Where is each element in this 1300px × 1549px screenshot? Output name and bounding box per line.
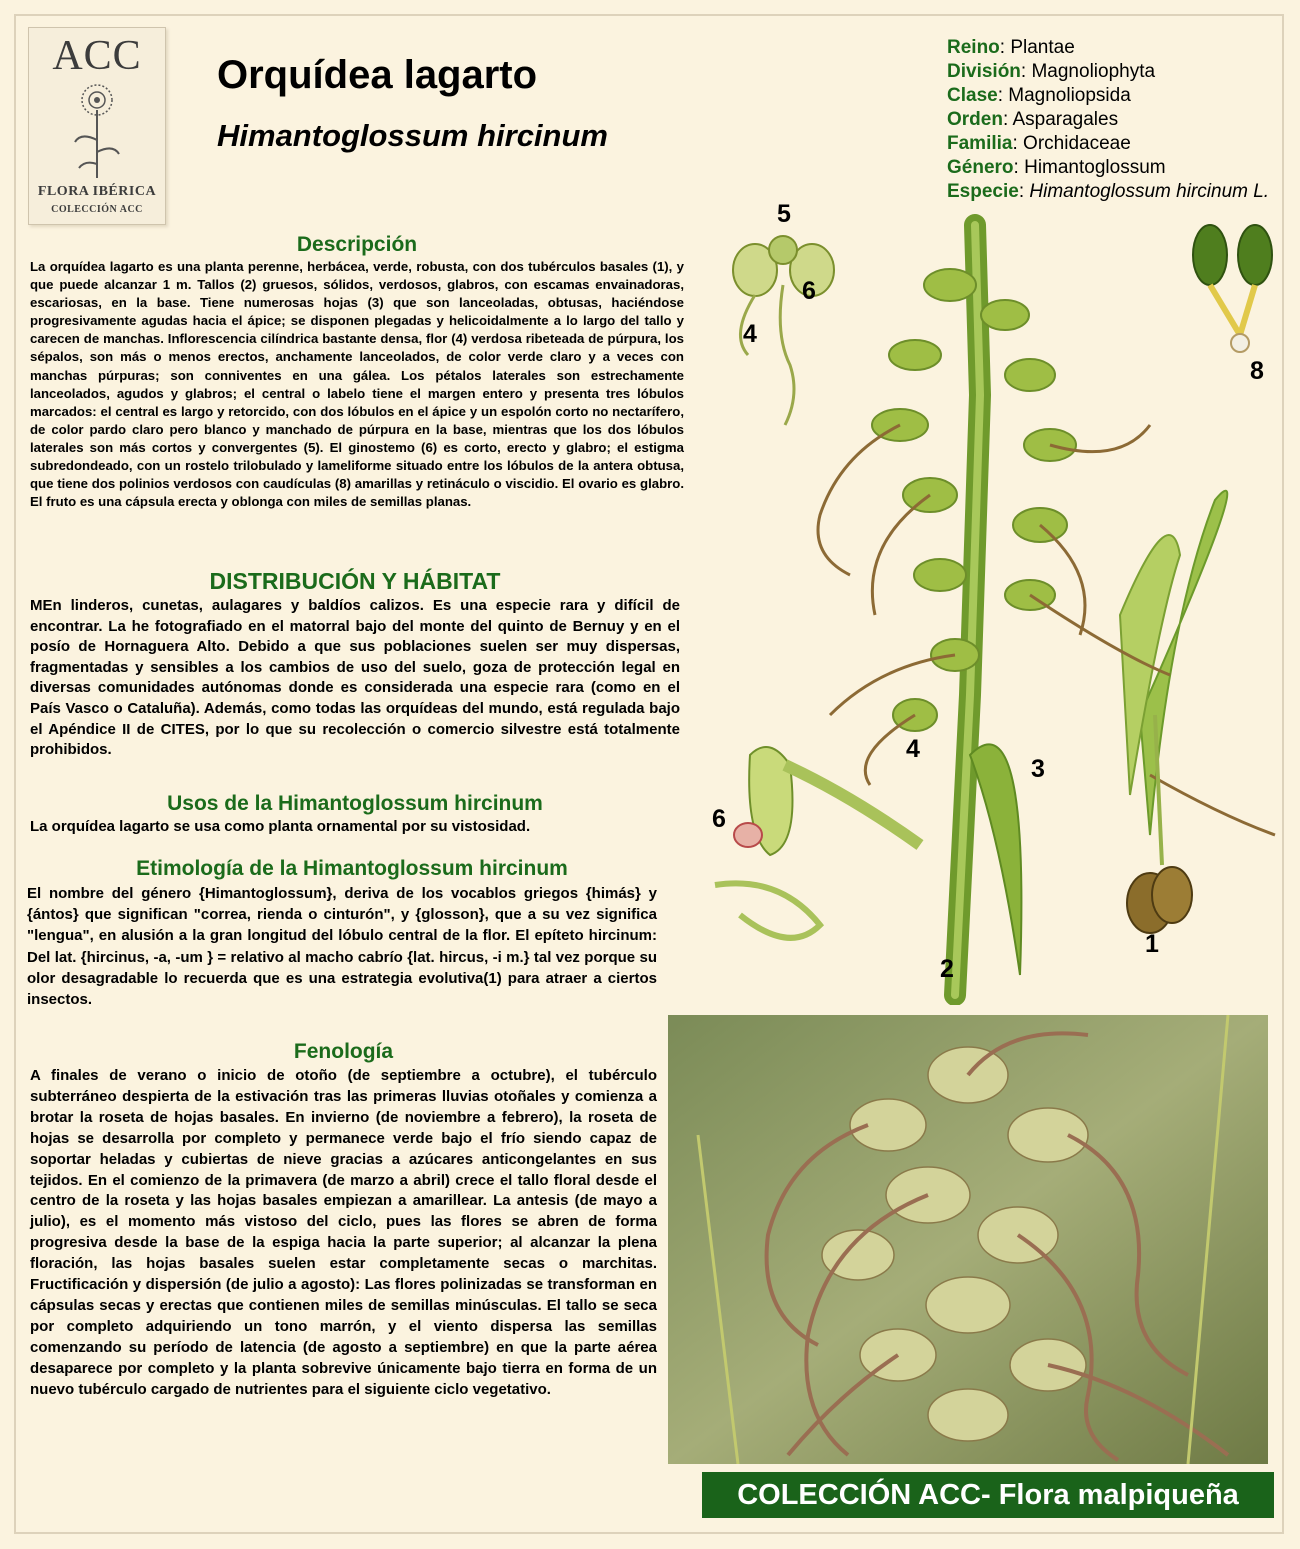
taxonomy-row: Reino: Plantae bbox=[947, 37, 1075, 58]
illustration-label-8: 8 bbox=[1250, 357, 1264, 385]
taxonomy-row: Orden: Asparagales bbox=[947, 109, 1119, 130]
orchid-illustration-icon bbox=[700, 195, 1295, 1005]
heading-usos: Usos de la Himantoglossum hircinum bbox=[167, 792, 543, 815]
taxonomy-value: Plantae bbox=[1010, 37, 1075, 58]
taxonomy-value: Asparagales bbox=[1012, 109, 1119, 130]
text-descripcion: La orquídea lagarto es una planta perenne, herbácea, verde, robusta, con dos tubérculos basales (1), y que puede alcanzar 1 m. Tallos (2) gruesos, sólidos, verdosos, glabros, con escamas envainadoras, escariosas, en la base. Tiene numerosas hojas (3) que son lanceoladas, obtusas, haciéndose progresivamente agudas hacia el ápice; se disponen plegadas y helicoidalmente a lo largo del tallo y carecen de manchas. Inflorescencia cilíndrica bastante densa, flor (4) verdosa ribeteada de púrpura, los sépalos, son más o menos erectos, anchamente lanceolados, de color verde claro y a veces con manchas púrpuras; son conniventes en una gálea. Los pétalos laterales son estrechamente lanceolados, agudos y glabros; el central o labelo tiene el margen entero y presenta tres lóbulos marcados: el central es largo y retorcido, con dos lóbulos en el ápice y un espolón corto no nectarífero, de color pardo claro pero blanco y manchado de púrpura en la base, mientras que los dos lóbulos laterales son más cortos y convergentes (5). El ginostemo (6) es corto, erecto y glabro; el estigma subredondeado, con un rostelo trilobulado y lameliforme situado entre los lóbulos de la antera obtusa, que tiene dos polinios verdosos con caudículas (8) amarillas y retináculo o viscidio. El ovario es glabro. El fruto es una cápsula erecta y oblonga con miles de semillas planas. bbox=[30, 259, 684, 510]
taxonomy-key: División bbox=[947, 61, 1021, 82]
illustration-label-3: 3 bbox=[1031, 755, 1045, 783]
taxonomy-value: Orchidaceae bbox=[1023, 133, 1131, 154]
taxonomy-row: Clase: Magnoliopsida bbox=[947, 85, 1131, 106]
heading-fenologia: Fenología bbox=[293, 1040, 394, 1063]
illustration-label-1: 1 bbox=[1145, 930, 1159, 958]
taxonomy-value: Magnoliophyta bbox=[1031, 61, 1156, 82]
text-usos: La orquídea lagarto se usa como planta ornamental por su vistosidad. bbox=[30, 818, 531, 835]
taxonomy-key: Familia bbox=[947, 133, 1013, 154]
taxonomy-value: Himantoglossum hircinum L. bbox=[1029, 181, 1270, 202]
text-distribucion: MEn linderos, cunetas, aulagares y baldíos calizos. Es una especie rara y difícil de encontrar. La he fotografiado en el matorral bajo del monte del quinto de Bernuy y en el posío de Hornaguera Alto. Debido a que sus poblaciones suelen ser muy dispersas, fragmentadas y sensibles a los cambios de uso del suelo, goza de protección legal en diversas comunidades autónomas donde es considerada una especie rara (como en el País Vasco o Cataluña). Además, como todas las orquídeas del mundo, está regulada bajo el Apéndice II de CITES, por lo que su recolección o comercio silvestre está totalmente prohibidos. bbox=[30, 597, 680, 759]
orchid-photo-icon bbox=[668, 1015, 1268, 1464]
illustration-label-4-mid: 4 bbox=[906, 735, 920, 763]
page-title: Orquídea lagarto bbox=[217, 53, 538, 97]
text-etimologia: El nombre del género {Himantoglossum}, deriva de los vocablos griegos {himás} y {ántos} que significan "correa, rienda o cinturón", y {glosson}, que a su vez significa "lengua", en alusión a la gran longitud del lóbulo central de la flor. El epíteto hircinum: Del lat. {hircinus, -a, -um } = relativo al macho cabrío {lat. hircus, -i m.} tal vez porque su olor desagradable lo recuerda que es una estrategia evolutiva(1) para atraer a ciertos insectos. bbox=[27, 885, 657, 1009]
illustration-label-4-top: 4 bbox=[743, 320, 757, 348]
taxonomy-key: Orden bbox=[947, 109, 1003, 130]
logo-coleccion-text: COLECCIÓN ACC bbox=[51, 204, 143, 215]
taxonomy-row: Especie: Himantoglossum hircinum L. bbox=[947, 181, 1270, 202]
logo-flora-text: FLORA IBÉRICA bbox=[37, 184, 157, 199]
taxonomy-list bbox=[947, 36, 1269, 204]
text-fenologia: A finales de verano o inicio de otoño (de septiembre a octubre), el tubérculo subterráneo despierta de la estivación tras las primeras lluvias otoñales y comienza a brotar la roseta de hojas basales. En invierno (de noviembre a febrero), la roseta de hojas se desarrolla por completo y permanece verde bajo el frío siendo capaz de soportar heladas y cubiertas de nieve gracias a azúcares anticongelantes en sus tejidos. En el comienzo de la primavera (de marzo a abril) crece el tallo floral desde el centro de la roseta y las hojas basales empiezan a amarillear. La antesis (de mayo a julio), es el momento más vistoso del ciclo, pues las flores se abren de forma progresiva desde la base de la espiga hacia la parte superior; al alcanzar la plena floración, las hojas basales suelen estar completamente secas o marchitas. Fructificación y dispersión (de julio a agosto): Las flores polinizadas se transforman en cápsulas secas y erectas que contienen miles de semillas minúsculas. El tallo se seca por completo adquiriendo un tono marrón, y el viento dispersa las semillas comenzando su período de latencia (de agosto a septiembre) en que la parte aérea desaparece por completo y la planta sobrevive únicamente bajo tierra en forma de un nuevo tubérculo cargado de nutrientes para el siguiente ciclo vegetativo. bbox=[30, 1067, 657, 1398]
heading-distribucion: DISTRIBUCIÓN Y HÁBITAT bbox=[209, 568, 501, 594]
taxonomy-row: División: Magnoliophyta bbox=[947, 61, 1156, 82]
orchid-photo bbox=[668, 1015, 1268, 1464]
illustration-label-6-bottom: 6 bbox=[712, 805, 726, 833]
taxonomy-row: Género: Himantoglossum bbox=[947, 157, 1166, 178]
heading-etimologia: Etimología de la Himantoglossum hircinum bbox=[136, 857, 568, 880]
heading-descripcion: Descripción bbox=[296, 233, 418, 256]
taxonomy-key: Reino bbox=[947, 37, 1000, 58]
taxonomy-key: Especie bbox=[947, 181, 1019, 202]
flower-logo-icon bbox=[67, 80, 127, 180]
illustration-label-6-top: 6 bbox=[802, 277, 816, 305]
taxonomy-key: Clase bbox=[947, 85, 998, 106]
illustration-label-2: 2 bbox=[940, 955, 954, 983]
illustration-label-5: 5 bbox=[777, 200, 791, 228]
taxonomy-row: Familia: Orchidaceae bbox=[947, 133, 1131, 154]
page-subtitle: Himantoglossum hircinum bbox=[217, 118, 608, 153]
taxonomy-value: Himantoglossum bbox=[1024, 157, 1166, 178]
taxonomy-key: Género bbox=[947, 157, 1014, 178]
acc-logo bbox=[28, 27, 166, 225]
logo-acc-text: ACC bbox=[52, 33, 142, 79]
footer-banner: COLECCIÓN ACC- Flora malpiqueña bbox=[702, 1472, 1274, 1518]
taxonomy-value: Magnoliopsida bbox=[1008, 85, 1131, 106]
botanical-illustration bbox=[700, 195, 1295, 1005]
